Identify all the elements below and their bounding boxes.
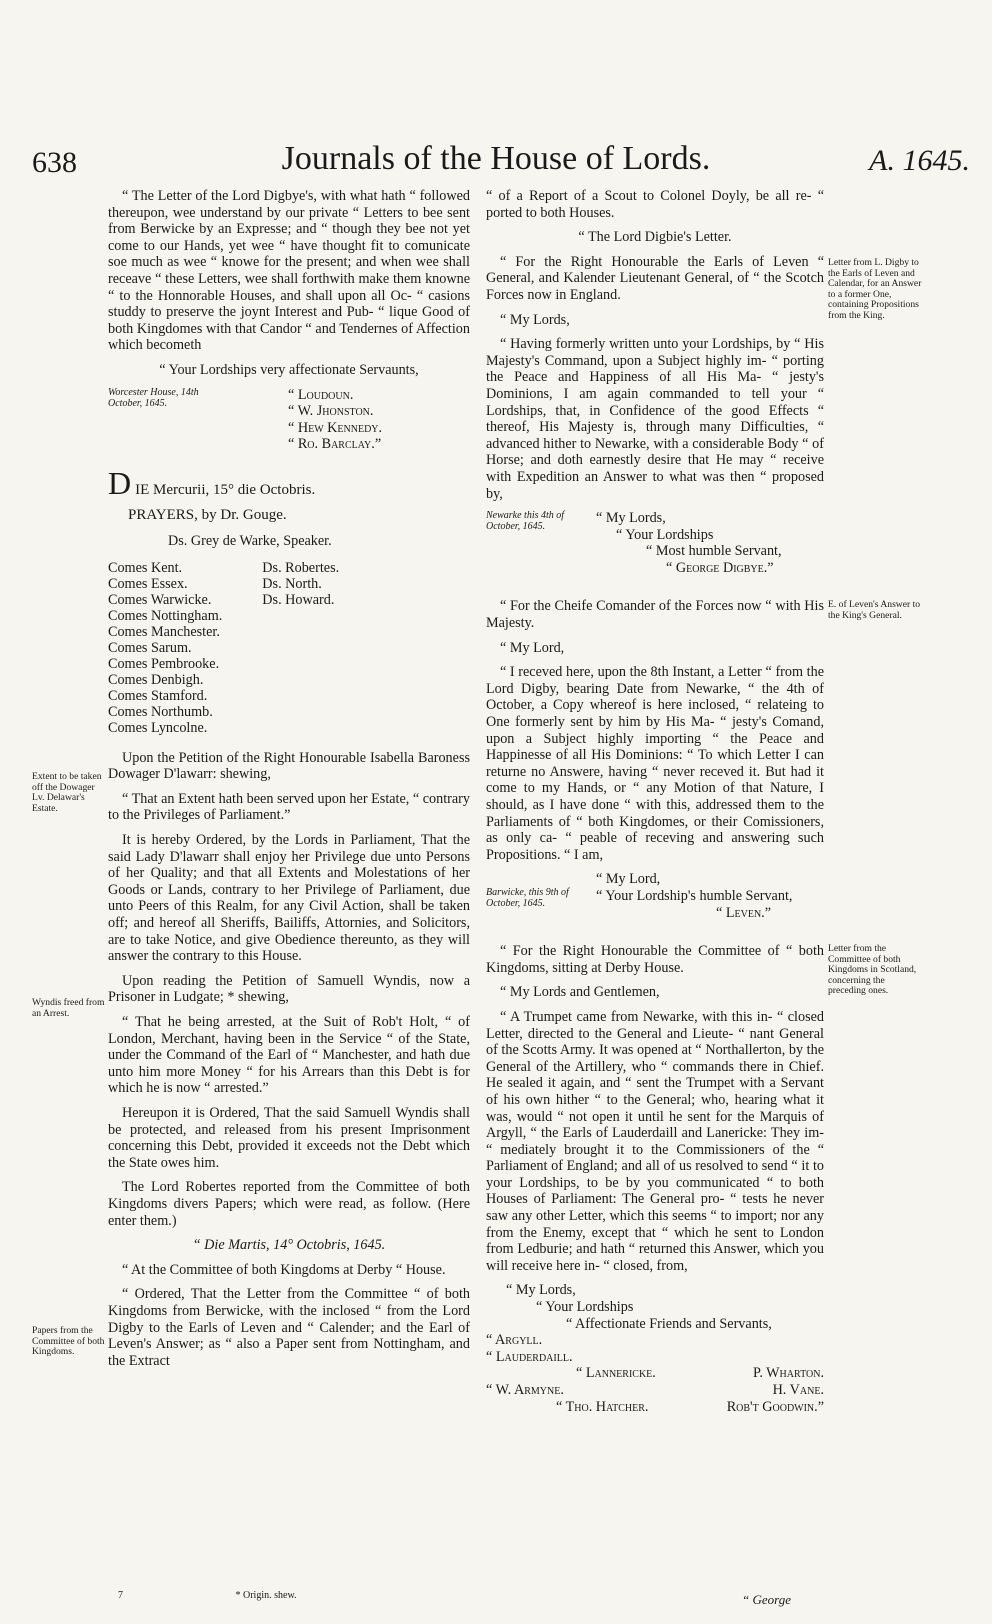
committee-salutation: “ My Lords and Gentlemen, bbox=[500, 984, 660, 1001]
signer: “ Lauderdaill. bbox=[486, 1348, 573, 1365]
list-item: Comes Kent. bbox=[108, 559, 183, 576]
signer: “ Argyll. bbox=[486, 1332, 543, 1349]
list-item: Ds. Robertes. bbox=[262, 559, 340, 576]
left-column bbox=[108, 188, 470, 1377]
list-item: Comes Nottingham. bbox=[108, 607, 223, 624]
list-item: Comes Denbigh. bbox=[108, 671, 204, 688]
digby-close-1: “ My Lords, bbox=[596, 510, 666, 527]
list-item: Ds. Howard. bbox=[262, 591, 335, 608]
leven-signature-block bbox=[486, 871, 824, 921]
digby-close-3: “ Most humble Servant, bbox=[646, 543, 782, 560]
leven-close-2: “ Your Lordship's humble Servant, bbox=[596, 887, 793, 904]
continued-text: “ of a Report of a Scout to Colonel Doyly, be all re- “ ported to both Houses. bbox=[486, 188, 824, 221]
signer: “ W. Armyne. bbox=[486, 1382, 564, 1398]
list-item: Comes Essex. bbox=[108, 575, 188, 592]
committee-close-1: “ My Lords, bbox=[506, 1282, 576, 1299]
digby-close-2: “ Your Lordships bbox=[616, 526, 714, 543]
leven-salutation: “ My Lord, bbox=[500, 639, 565, 656]
intro-place-date: Worcester House, 14th October, 1645. bbox=[108, 386, 199, 409]
signature-row bbox=[486, 1382, 824, 1399]
report-paragraph: The Lord Robertes reported from the Committee of both Kingdoms divers Papers; which were read, as follow. (Here enter them.) bbox=[108, 1179, 470, 1229]
margin-note-committee-letter: Letter from the Committee of both Kingdoms in Scotland, concerning the preceding ones. bbox=[828, 943, 917, 996]
signature-row bbox=[486, 1399, 824, 1416]
committee-address: “ For the Right Honourable the Committee of “ both Kingdoms, sitting at Derby House. bbox=[486, 943, 824, 976]
margin-note-papers: Papers from the Committee of both Kingdoms. bbox=[32, 1325, 105, 1357]
page-header bbox=[0, 140, 992, 190]
running-title: Journals of the House of Lords. bbox=[281, 140, 711, 177]
signature-mark: 7 bbox=[118, 1590, 123, 1601]
list-item: Comes Northumb. bbox=[108, 703, 213, 720]
list-item: Ds. North. bbox=[262, 575, 322, 592]
list-item: Comes Sarum. bbox=[108, 639, 192, 656]
page-number: 638 bbox=[32, 146, 77, 179]
signer: P. Wharton. bbox=[753, 1365, 824, 1382]
margin-note-wyndis: Wyndis freed from an Arrest. bbox=[32, 997, 105, 1019]
committee-close-2: “ Your Lordships bbox=[536, 1299, 634, 1316]
petition-delawarr-intro: Upon the Petition of the Right Honourable Isabella Baroness Dowager D'lawarr: shewing, bbox=[108, 749, 470, 783]
signer: “ W. Jhonston. bbox=[288, 403, 374, 420]
attendance-list bbox=[108, 560, 470, 736]
day-heading-text: IE Mercurii, 15° die Octobris. bbox=[135, 481, 316, 498]
signer: “ Loudoun. bbox=[288, 386, 354, 403]
signer: “ Hew Kennedy. bbox=[288, 419, 383, 436]
signature-row bbox=[486, 1365, 824, 1382]
list-item: Comes Pembrooke. bbox=[108, 655, 220, 672]
committee-date: “ Die Martis, 14° Octobris, 1645. bbox=[192, 1237, 386, 1254]
signer: “ Lannericke. bbox=[576, 1365, 656, 1382]
digby-signature: “ George Digbye.” bbox=[666, 559, 774, 576]
day-heading bbox=[108, 464, 470, 501]
petition-delawarr-quote: “ That an Extent hath been served upon her Estate, “ contrary to the Privileges of Parliament.” bbox=[108, 790, 470, 824]
margin-note-leven-answer: E. of Leven's Answer to the King's General. bbox=[828, 599, 921, 621]
footer bbox=[118, 1590, 297, 1601]
leven-place-date: Barwicke, this 9th of October, 1645. bbox=[486, 887, 569, 910]
list-item: Comes Manchester. bbox=[108, 623, 220, 640]
catchword: “ George bbox=[742, 1592, 791, 1607]
petition-delawarr-order: It is hereby Ordered, by the Lords in Parliament, That the said Lady D'lawarr shall enjoy her Privilege due unto Persons of her Quality; and that all Extents and Molestations of her Goods or Lands, contrary to her Privilege of Parliament, due unto Peers of this Realm, for any Civil Action, shall be taken off; and hereof all Sheriffs, Bailiffs, Attornies, and Solicitors, are to take Notice, and give Obedience thereunto, as they will answer the contrary to this House. bbox=[108, 832, 470, 965]
leven-signature: “ Leven.” bbox=[716, 904, 772, 921]
margin-note-digby-letter: Letter from L. Digby to the Earls of Leven and Calendar, for an Answer to a former One, containing Propositions from the King. bbox=[828, 257, 922, 321]
leven-address: “ For the Cheife Comander of the Forces now “ with His Majesty. bbox=[486, 598, 824, 632]
digby-place-date: Newarke this 4th of October, 1645. bbox=[486, 510, 565, 533]
signer: “ Ro. Barclay.” bbox=[288, 436, 382, 453]
signer: H. Vane. bbox=[772, 1382, 824, 1398]
attendance-earls bbox=[108, 560, 222, 736]
intro-signature-block bbox=[108, 387, 470, 453]
digby-signature-block bbox=[486, 510, 824, 576]
digby-salutation: “ My Lords, bbox=[500, 311, 570, 328]
signer: Rob't Goodwin.” bbox=[726, 1398, 824, 1415]
committee-body: “ A Trumpet came from Newarke, with this in- “ closed Letter, directed to the General and Lieute- “ nant General of the Scotts Army. It was opened at “ Northallerton, by the General of the Artillery, who “ commands there in Chief. He sealed it again, and “ sent the Trumpet with a Servant of his own hither “ to the General; who, hearing what it was, would “ not open it until he sent for the Marquis of Argyll, “ the Earls of Lauderdaill and Lanericke: They im- “ mediately brought it to the Commissioners of the “ Parliament of England; and all of us resolved to send “ it to your Lordships, to be by you communicated “ to both Houses of Parliament: The General pro- “ tests he never saw any other Letter, which this seems “ to import; nor any from the Enemy, except that “ which he sent to London from Ledburie; and hath “ returned this Answer, which you will receive here in- “ closed, from, bbox=[486, 1008, 824, 1274]
intro-closing: “ Your Lordships very affectionate Servaunts, bbox=[159, 361, 419, 378]
petition-wyndis-intro: Upon reading the Petition of Samuell Wyndis, now a Prisoner in Ludgate; * shewing, bbox=[108, 972, 470, 1006]
committee-place: “ At the Committee of both Kingdoms at Derby “ House. bbox=[122, 1261, 446, 1278]
margin-note-extent: Extent to be taken off the Dowager Lv. Delawar's Estate. bbox=[32, 771, 102, 814]
committee-order: “ Ordered, That the Letter from the Committee “ of both Kingdoms from Berwicke, with the inclosed “ from the Lord Digby to the Earls of Leven and “ Calender; and the Earl of Leven's Answer; as “ also a Paper sent from Nottingham, and the Extract bbox=[108, 1286, 470, 1369]
list-item: Comes Warwicke. bbox=[108, 591, 212, 608]
committee-close-3: “ Affectionate Friends and Servants, bbox=[566, 1315, 772, 1332]
leven-close-1: “ My Lord, bbox=[596, 871, 661, 888]
list-item: Comes Stamford. bbox=[108, 687, 208, 704]
speaker: Ds. Grey de Warke, Speaker. bbox=[168, 533, 332, 550]
footnote: * Origin. shew. bbox=[235, 1590, 297, 1601]
page-year: A. 1645. bbox=[869, 144, 970, 177]
right-column bbox=[486, 188, 824, 1415]
attendance-barons bbox=[262, 560, 339, 736]
leven-body: “ I receved here, upon the 8th Instant, a Letter “ from the Lord Digby, bearing Date from Newarke, “ the 4th of October, a Copy whereof is here inclosed, “ relateing to One formerly sent by him by His Ma- “ jesty's Comand, upon a Subject highly importing “ the Peace and Happinesse of all His Dominions: “ To which Letter I can returne no Answere, having “ never receved it. But had it come to my Hands, or “ any Motion of that Nature, I should, as I have done “ with this, addressed them to the Parliaments of “ both Kingdomes, or their Comissioners, as only ca- “ peable of receving and answering such Propositions. “ I am, bbox=[486, 664, 824, 863]
list-item: Comes Lyncolne. bbox=[108, 719, 208, 736]
digby-letter-heading: “ The Lord Digbie's Letter. bbox=[578, 229, 732, 246]
petition-wyndis-order: Hereupon it is Ordered, That the said Samuell Wyndis shall be protected, and released from his present Imprisonment concerning this Debt, provided it exceeds not the Debt which the State owes him. bbox=[108, 1104, 470, 1171]
prayers: PRAYERS, by Dr. Gouge. bbox=[128, 506, 287, 523]
day-initial: D bbox=[108, 464, 132, 501]
intro-letter: “ The Letter of the Lord Digbye's, with what hath “ followed thereupon, wee understand by our private “ Letters to bee sent from Berwicke by an Expresse; and “ though they bee not yet come to our Hands, yet wee “ have thought fit to comunicate soe much as wee “ knowe for the present; and when wee shall receave “ these Letters, wee shall forthwith make them knowne “ to the Honnorable Houses, and shall upon all Oc- “ casions studdy to preserve the joynt Interest and Pub- “ lique Good of both Kingdomes with that Candor “ and Tendernes of Affection which becometh bbox=[108, 188, 470, 354]
signer: “ Tho. Hatcher. bbox=[556, 1398, 649, 1415]
digby-body: “ Having formerly written unto your Lordships, by “ His Majesty's Command, upon a Subject highly im- “ porting the Peace and Happiness of all His Ma- “ jesty's Dominions, I am again commanded to tell your “ Lordships, that, in Confidence of the good Effects “ thereof, His Majesty is, through many Difficulties, “ advanced hither to Newarke, with a considerable Body “ of Horse; and doth earnestly desire that He may “ receive with Expedition an Answer to what was then “ proposed by, bbox=[486, 336, 824, 502]
digby-address: “ For the Right Honourable the Earls of Leven “ General, and Kalender Lieutenant General, of “ the Scotch Forces now in England. bbox=[486, 253, 824, 303]
petition-wyndis-quote: “ That he being arrested, at the Suit of Rob't Holt, “ of London, Merchant, having been in the Service “ of the State, under the Command of the Earl of “ Manchester, and hath due unto him more Money “ for his Arrears than this Debt is for which he is now “ arrested.” bbox=[108, 1014, 470, 1097]
